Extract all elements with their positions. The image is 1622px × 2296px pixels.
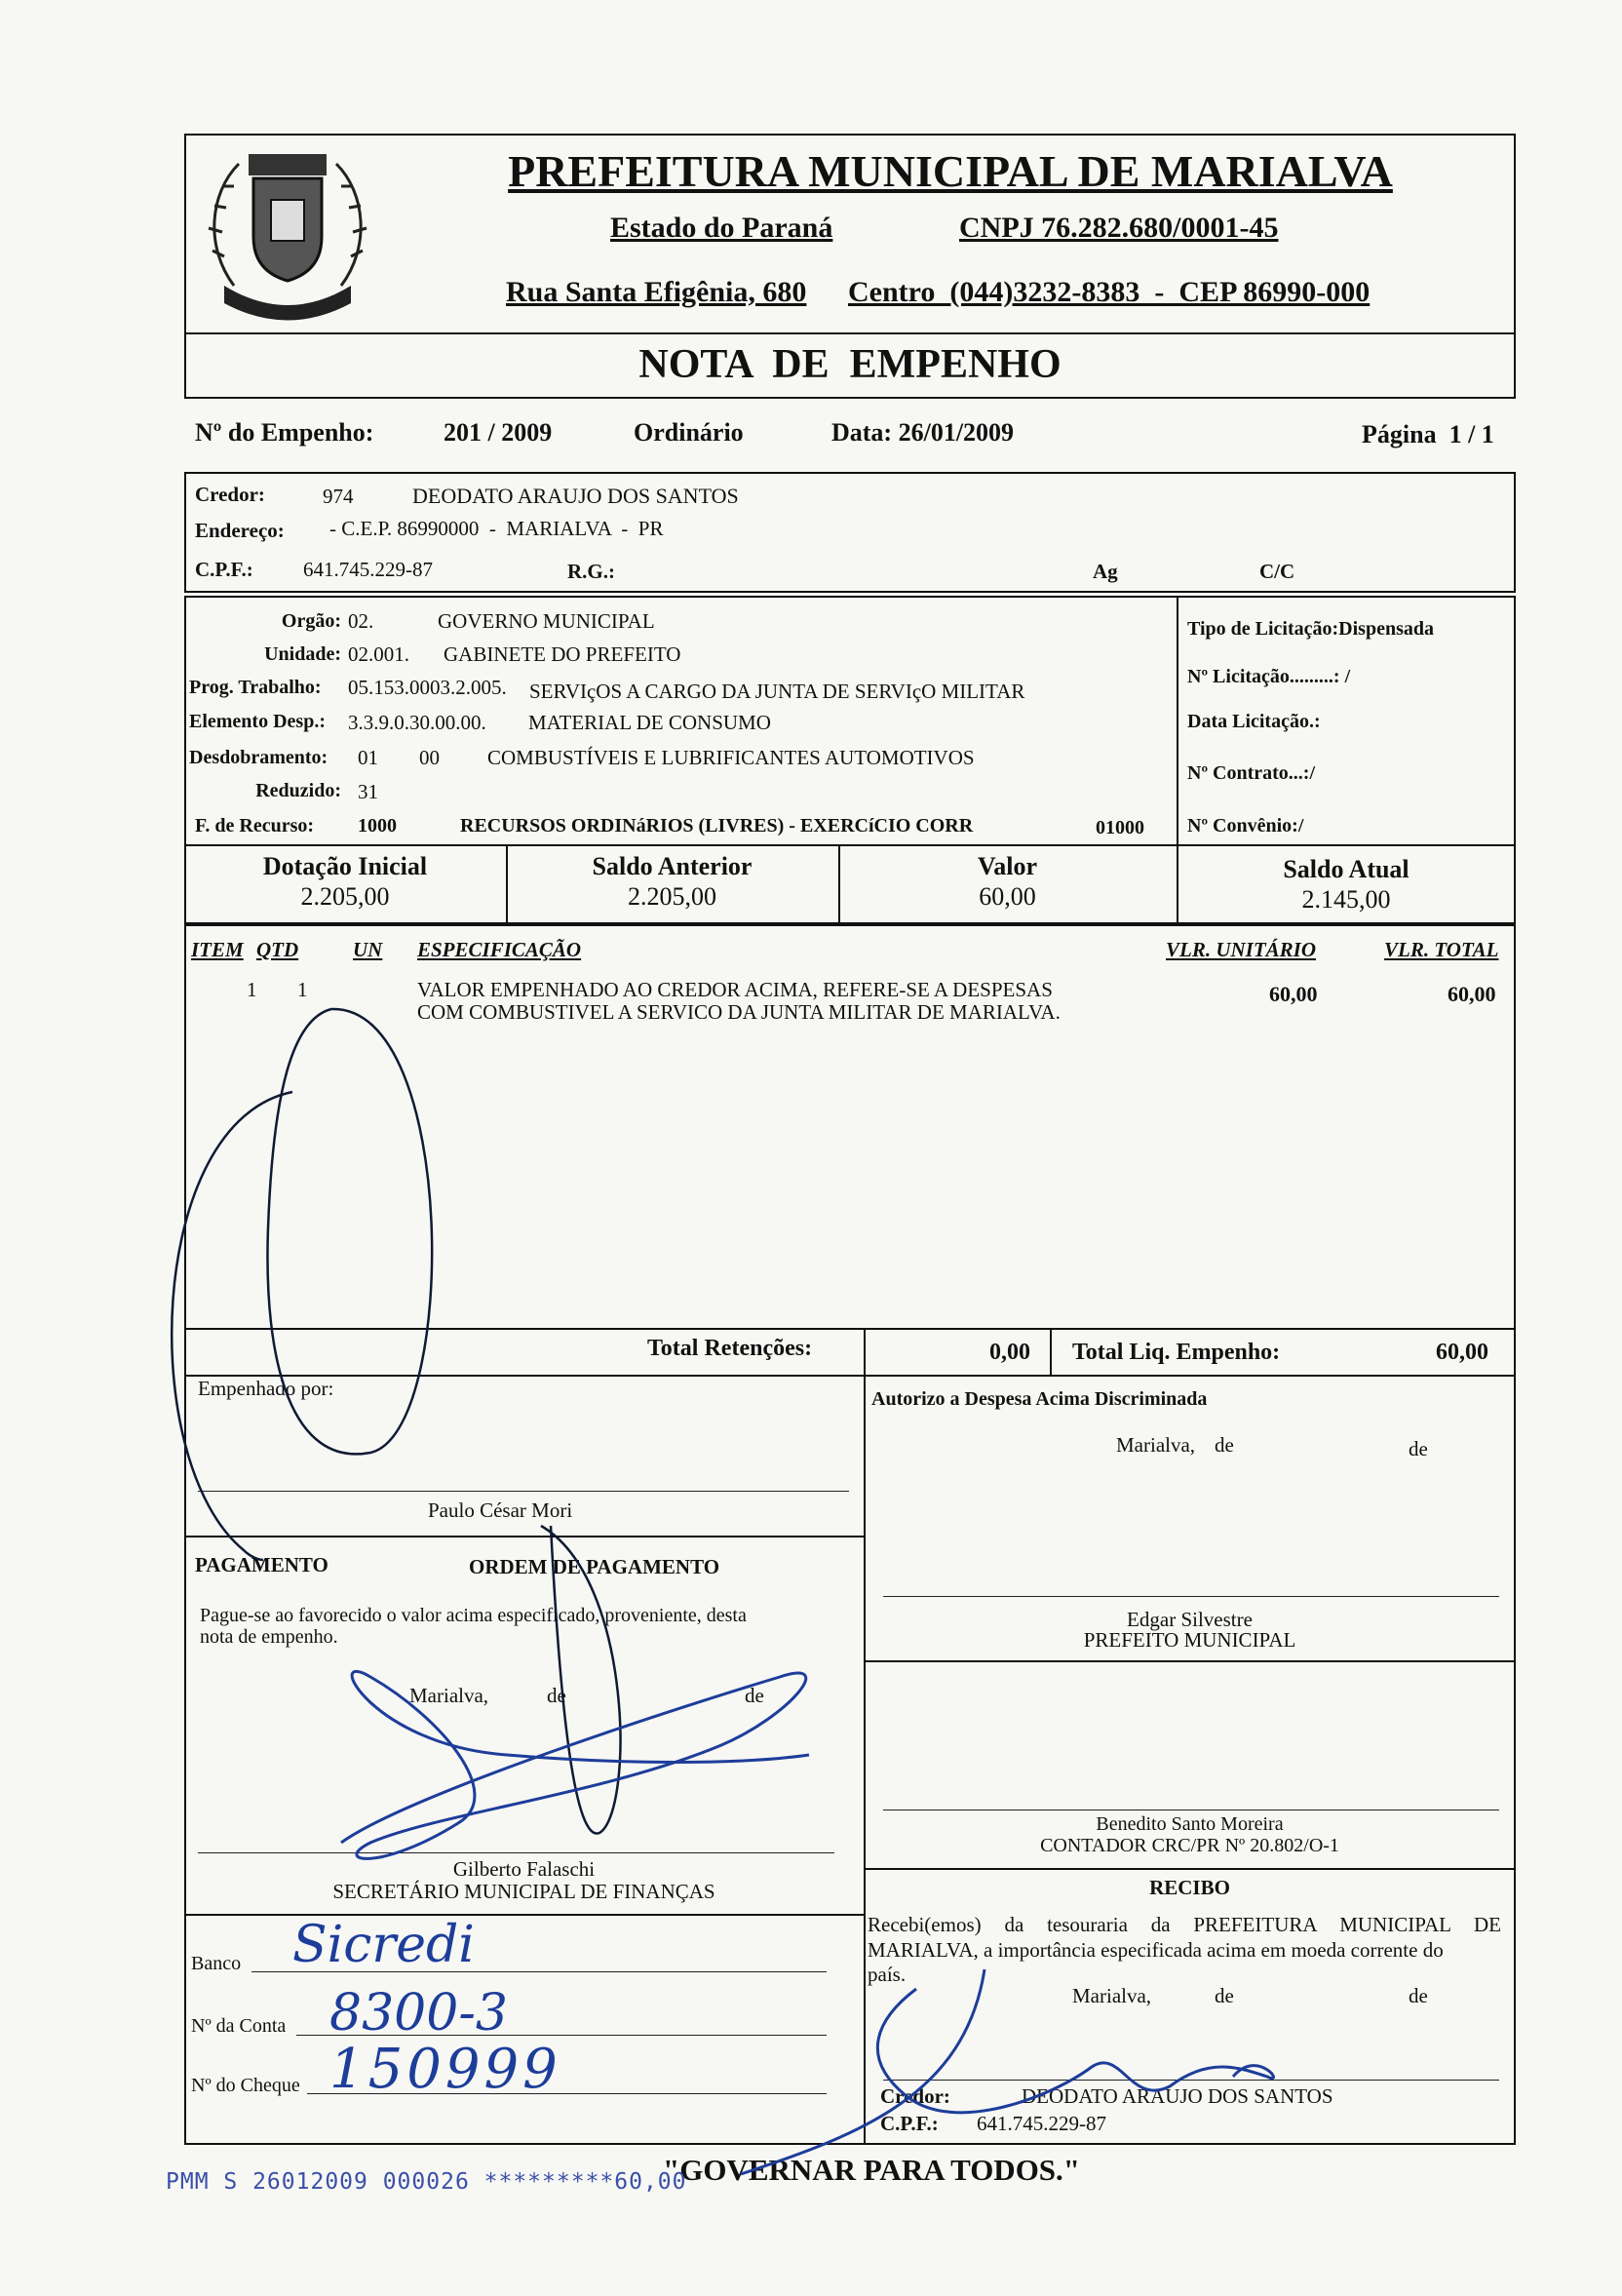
recibo-de2: de [1409,1984,1428,2007]
recibo-place: Marialva, [1072,1984,1152,2007]
conta-value: 8300-3 [329,1984,508,2043]
pagamento-bottom-rule [184,1914,864,1916]
desdobramento-name: COMBUSTÍVEIS E LUBRIFICANTES AUTOMOTIVOS [487,746,975,769]
col-header-vlr-unitario: VLR. UNITÁRIO [1166,938,1317,961]
totals-box [184,1328,1516,1377]
cpf-label: C.P.F.: [195,558,253,581]
saldo-anterior-label: Saldo Anterior [592,852,753,880]
autorizo-de2: de [1409,1437,1428,1460]
row-spec-line2: COM COMBUSTIVEL A SERVICO DA JUNTA MILITAR DE MARIALVA. [417,1000,1061,1024]
retencoes-value: 0,00 [989,1340,1030,1365]
cheque-label: Nº do Cheque [191,2075,300,2096]
address: Rua Santa Efigênia, 680 [506,276,807,308]
orgao-code: 02. [348,609,374,633]
reduzido-label: Reduzido: [255,780,341,801]
pagamento-place: Marialva, [409,1684,489,1707]
rg-label: R.G.: [567,560,615,583]
row-spec-line1: VALOR EMPENHADO AO CREDOR ACIMA, REFERE-SE A DESPESAS [417,978,1053,1001]
autorizo-place: Marialva, [1116,1433,1196,1457]
orgao-name: GOVERNO MUNICIPAL [438,609,655,633]
recibo-line2: MARIALVA, a importância especificada acima em moeda corrente do [868,1938,1444,1962]
autorizo-signature-line [883,1596,1499,1597]
recibo-cpf: 641.745.229-87 [977,2112,1106,2135]
budget-divider [1177,596,1178,846]
recurso-ref: 01000 [1096,817,1144,838]
doc-title: NOTA DE EMPENHO [638,342,1062,387]
cpf-value: 641.745.229-87 [303,558,433,581]
cheque-value: 150999 [329,2038,561,2101]
credor-code: 974 [323,485,354,508]
row-vlr-unitario: 60,00 [1269,982,1318,1006]
licitacao-numero: Nº Licitação.........: / [1187,666,1351,687]
endereco-value: - C.E.P. 86990000 - MARIALVA - PR [329,517,664,540]
ag-label: Ag [1093,560,1118,583]
col-header-item: ITEM [191,938,244,961]
recibo-line1: Recebi(emos) da tesouraria da PREFEITURA MUNICIPAL DE [868,1913,1501,1936]
banco-value: Sicredi [292,1916,475,1974]
recibo-de1: de [1215,1984,1234,2007]
col-header-qtd: QTD [256,938,299,961]
dotacao-label: Dotação Inicial [262,852,428,880]
totals-divider-1 [864,1328,866,1377]
recibo-line3: país. [868,1963,907,1986]
empenhado-signer: Paulo César Mori [428,1498,573,1522]
pagamento-text-line1: Pague-se ao favorecido o valor acima especificado, proveniente, desta [200,1605,747,1626]
dotacao-value: 2.205,00 [300,882,390,911]
empenho-number: 201 / 2009 [444,418,553,447]
saldo-anterior-value: 2.205,00 [628,882,716,911]
contador-signer: Benedito Santo Moreira [1096,1813,1284,1835]
recibo-title: RECIBO [1149,1876,1230,1899]
pagamento-signature-line [198,1852,834,1853]
reduzido-value: 31 [358,780,378,803]
empenho-date: Data: 26/01/2009 [831,418,1015,447]
empenho-type: Ordinário [634,418,744,447]
banco-label: Banco [191,1953,242,1974]
desdobramento-code1: 01 [358,746,378,769]
saldo-atual-value: 2.145,00 [1301,885,1391,914]
pagamento-label: PAGAMENTO [195,1553,328,1576]
pagamento-text-line2: nota de empenho. [200,1626,338,1648]
recibo-cpf-label: C.P.F.: [880,2112,939,2135]
saldo-atual-label: Saldo Atual [1283,855,1410,883]
recurso-name: RECURSOS ORDINáRIOS (LIVRES) - EXERCíCIO CORR [460,815,974,837]
cnpj: CNPJ 76.282.680/0001-45 [959,212,1279,244]
valor-value: 60,00 [979,882,1036,911]
credor-name: DEODATO ARAUJO DOS SANTOS [412,484,739,508]
totals-divider-2 [1050,1328,1052,1377]
col-header-un: UN [353,938,383,961]
contador-role: CONTADOR CRC/PR Nº 20.802/O-1 [1040,1835,1339,1856]
ordem-pagamento-label: ORDEM DE PAGAMENTO [469,1555,720,1578]
autorizo-signer: Edgar Silvestre [1127,1608,1253,1631]
valor-label: Valor [977,852,1038,880]
footer-motto: "GOVERNAR PARA TODOS." [663,2153,1081,2187]
row-item: 1 [247,978,257,1001]
unidade-name: GABINETE DO PREFEITO [444,642,681,666]
col-header-especificacao: ESPECIFICAÇÃO [417,938,582,961]
recibo-credor-label: Credor: [880,2084,950,2108]
recurso-label: F. de Recurso: [195,815,315,837]
pagamento-de1: de [547,1684,566,1707]
orgao-label: Orgão: [281,610,341,632]
endereco-label: Endereço: [195,519,285,542]
credor-label: Credor: [195,483,265,506]
page-title: PREFEITURA MUNICIPAL DE MARIALVA [508,146,1393,196]
recibo-credor-name: DEODATO ARAUJO DOS SANTOS [1022,2084,1333,2108]
row-vlr-total: 60,00 [1448,982,1496,1006]
bank-stamp: PMM S 26012009 000026 *********60,00 [166,2169,687,2195]
licitacao-data: Data Licitação.: [1187,711,1321,732]
pagamento-signer: Gilberto Falaschi [452,1857,596,1881]
recibo-signature-line [883,2080,1499,2081]
contact-line: Centro (044)3232-8383 - CEP 86990-000 [848,276,1371,308]
licitacao-tipo: Tipo de Licitação:Dispensada [1187,618,1434,640]
desdobramento-label: Desdobramento: [189,747,328,768]
page-number: Página 1 / 1 [1362,420,1494,448]
autorizo-bottom-rule [864,1660,1516,1662]
licitacao-contrato: Nº Contrato...:/ [1187,762,1316,784]
row-qtd: 1 [297,978,308,1001]
empenhado-signature-line [198,1491,849,1492]
unidade-label: Unidade: [264,643,341,665]
unidade-code: 02.001. [348,642,409,666]
retencoes-label: Total Retenções: [647,1336,813,1361]
col-header-vlr-total: VLR. TOTAL [1384,938,1499,961]
cc-label: C/C [1259,560,1295,583]
desdobramento-code2: 00 [419,746,440,769]
empenhado-label: Empenhado por: [198,1377,334,1400]
prog-code: 05.153.0003.2.005. [348,676,507,699]
elemento-label: Elemento Desp.: [189,711,326,732]
autorizo-de1: de [1215,1433,1234,1457]
liquido-value: 60,00 [1436,1340,1488,1365]
pagamento-de2: de [745,1684,764,1707]
licitacao-convenio: Nº Convênio:/ [1187,815,1304,837]
conta-label: Nº da Conta [191,2015,287,2037]
empenhado-bottom-rule [184,1536,864,1537]
contador-bottom-rule [864,1868,1516,1870]
elemento-name: MATERIAL DE CONSUMO [528,711,771,734]
municipal-coat-of-arms-icon [195,139,380,330]
pagamento-role: SECRETÁRIO MUNICIPAL DE FINANÇAS [332,1880,715,1903]
state-name: Estado do Paraná [610,212,833,244]
autorizo-role: PREFEITO MUNICIPAL [1083,1628,1296,1652]
liquido-label: Total Liq. Empenho: [1072,1340,1281,1365]
autorizo-label: Autorizo a Despesa Acima Discriminada [871,1388,1208,1410]
lower-divider [864,1375,866,2145]
empenho-number-label: Nº do Empenho: [195,418,374,447]
recurso-code: 1000 [358,815,397,837]
prog-name: SERVIçOS A CARGO DA JUNTA DE SERVIçO MILITAR [529,680,1025,703]
elemento-code: 3.3.9.0.30.00.00. [348,711,486,734]
prog-label: Prog. Trabalho: [189,677,322,698]
